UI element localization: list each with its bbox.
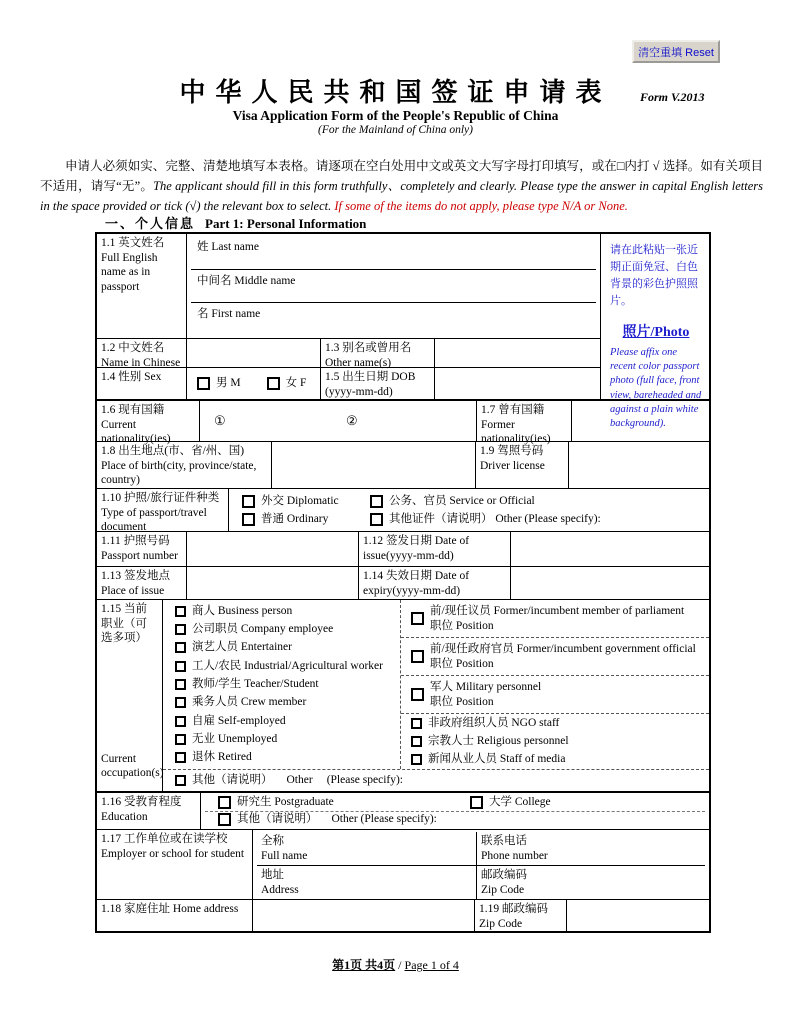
label-1-10-en: Type of passport/travel document: [101, 506, 207, 534]
sex-female-option: [267, 376, 307, 391]
other-occupation-en: Other: [286, 774, 313, 787]
retired-zh: 退休: [192, 751, 215, 764]
field-number: 1.10: [101, 492, 122, 504]
instructions-red-note: If some of the items do not apply, please type N/A or None.: [334, 199, 628, 213]
entertainer-checkbox[interactable]: [175, 642, 186, 653]
teacher-student-zh: 教师/学生: [192, 678, 242, 691]
dob-field[interactable]: [435, 368, 600, 399]
field-number: 1.11: [101, 535, 121, 547]
staff-of-media-en: Staff of media: [499, 753, 566, 766]
occupation-option: [163, 602, 400, 620]
business-person-en: Business person: [217, 604, 293, 617]
sex-options: [187, 368, 321, 399]
field-number: 1.8: [101, 445, 116, 457]
position-en: Position: [455, 695, 494, 708]
occupation-right-list: [401, 600, 709, 769]
label-1-2-zh: 中文姓名: [118, 342, 165, 354]
employer-cells: [253, 830, 709, 899]
name-fields: [187, 234, 600, 338]
field-number: 1.6: [101, 404, 116, 416]
field-number: 1.2: [101, 342, 116, 354]
label-1-17-en: Employer or school for student: [101, 847, 245, 860]
military-position-field[interactable]: [494, 695, 709, 709]
staff-of-media-checkbox[interactable]: [411, 754, 422, 765]
employer-name-zh: 全称: [261, 835, 284, 847]
section1-title-zh: 一、个人信息: [105, 216, 196, 231]
parliament-section: [401, 600, 709, 638]
home-address-field[interactable]: [253, 900, 475, 931]
label-1-18-en: Home address: [172, 903, 239, 915]
religious-personnel-zh: 宗教人士: [428, 735, 474, 748]
label-1-17-zh: 工作单位或在读学校: [124, 833, 228, 845]
field-number: 1.13: [101, 570, 122, 582]
instructions: [40, 156, 763, 216]
military-zh: 军人: [430, 680, 453, 693]
diplomatic-zh: 外交: [261, 494, 284, 507]
current-nationality-field[interactable]: [200, 401, 477, 441]
staff-of-media-zh: 新闻从业人员: [428, 753, 497, 766]
unemployed-zh: 无业: [192, 733, 215, 746]
edu-other-zh: 其他（请说明）: [237, 812, 318, 825]
page-number-en: Page 1 of 4: [404, 958, 459, 972]
personal-information-table: [95, 232, 711, 933]
other-occupation-en2: (Please specify):: [326, 774, 404, 787]
passport-other-specify-field[interactable]: [601, 512, 709, 526]
education-line-2: [205, 812, 705, 828]
label-1-16: [97, 793, 201, 829]
edu-other-checkbox[interactable]: [218, 813, 231, 826]
row-1-16: [97, 791, 709, 829]
female-label-en: F: [299, 377, 307, 390]
ordinary-zh: 普通: [261, 512, 284, 525]
employer-name-en: Full name: [261, 849, 308, 862]
label-1-12-zh: 签发日期: [386, 535, 432, 547]
occupation-option: [163, 639, 400, 657]
passport-number-field[interactable]: [187, 532, 359, 566]
other-occupation-specify-field[interactable]: [403, 774, 709, 788]
passport-service-checkbox[interactable]: [370, 495, 383, 508]
military-section: [401, 676, 709, 714]
service-en: Service or Official: [449, 494, 535, 507]
label-1-13-en: Place of issue: [101, 584, 165, 597]
company-employee-zh: 公司职员: [192, 623, 238, 636]
label-1-4-zh: 性别: [118, 371, 142, 383]
employer-phone-en: Phone number: [481, 849, 548, 862]
college-zh: 大学: [489, 796, 512, 809]
label-1-10: [97, 489, 229, 534]
gov-official-position-field[interactable]: [494, 657, 709, 671]
company-employee-checkbox[interactable]: [175, 624, 186, 635]
government-official-section: [401, 638, 709, 676]
field-number: 1.15: [101, 603, 122, 615]
label-1-1: [97, 234, 187, 338]
name-chinese-field[interactable]: [187, 339, 321, 367]
position-en: Position: [455, 619, 494, 632]
employer-row-2: [257, 865, 705, 899]
label-1-1-zh: 英文姓名: [118, 237, 165, 249]
label-1-18: [97, 900, 253, 931]
row-1-15: [97, 599, 709, 791]
passport-service-option: [370, 494, 709, 509]
other-names-field[interactable]: [435, 339, 600, 367]
page-footer: [0, 956, 791, 973]
label-1-8-en: Place of birth(city, province/state, country): [101, 459, 257, 487]
employer-address-field[interactable]: [257, 866, 477, 899]
row-1-8-1-9: [97, 441, 709, 488]
industrial-agricultural-checkbox[interactable]: [175, 661, 186, 672]
section1-heading: [105, 213, 366, 232]
label-1-2-en: Name in Chinese: [101, 356, 181, 369]
label-1-11: [97, 532, 187, 566]
label-1-19-zh: 邮政编码: [502, 903, 548, 915]
label-1-8-zh: 出生地点(市、省/州、国): [118, 445, 245, 457]
education-options: [201, 793, 709, 829]
parliament-en: Former/incumbent member of parliament: [493, 604, 685, 617]
middle-name-label-en: Middle name: [234, 274, 296, 287]
label-1-6-en: Current nationality(ies): [101, 418, 171, 446]
ordinary-en: Ordinary: [286, 512, 329, 525]
instructions-zh: 申请人必须如实、完整、清楚地填写本表格。请逐项在空白处用中文或英文大写字母打印填写，或在□内打 √ 选择。如有关项目不适用，请写“无”。: [40, 159, 763, 193]
passport-ordinary-option: [242, 512, 370, 527]
entertainer-zh: 演艺人员: [192, 641, 238, 654]
occupation-left-list: [163, 600, 401, 769]
field-number: 1.4: [101, 371, 116, 383]
occupation-option: [401, 732, 709, 750]
field-number: 1.19: [479, 903, 500, 915]
label-1-7: [477, 401, 572, 446]
birth-place-field[interactable]: [272, 442, 476, 488]
ngo-staff-en: NGO staff: [511, 716, 560, 729]
employer-zip-zh: 邮政编码: [481, 869, 527, 882]
occupation-other-row: [163, 769, 709, 791]
ngo-staff-checkbox[interactable]: [411, 718, 422, 729]
field-number: 1.18: [101, 903, 122, 915]
last-name-field[interactable]: [191, 236, 596, 269]
label-1-19-en: Zip Code: [479, 917, 523, 930]
form-subtitle-en: Visa Application Form of the People's Republic of China: [232, 108, 559, 123]
passport-type-line-2: [229, 512, 709, 527]
passport-type-line-1: [229, 494, 709, 509]
former-nationality-field[interactable]: [572, 401, 709, 441]
occupation-option: [163, 694, 400, 712]
crew-member-en: Crew member: [240, 696, 307, 709]
issue-date-field[interactable]: [511, 532, 709, 566]
employer-zip-field[interactable]: [477, 866, 705, 899]
first-name-field[interactable]: [191, 302, 596, 336]
retired-en: Retired: [217, 751, 252, 764]
label-1-3-zh: 别名或曾用名: [342, 342, 412, 354]
passport-type-options: [229, 489, 709, 531]
label-1-10-zh: 护照/旅行证件种类: [124, 492, 220, 504]
passport-other-option: [370, 512, 709, 527]
business-person-checkbox[interactable]: [175, 606, 186, 617]
military-personnel-checkbox[interactable]: [411, 688, 424, 701]
edu-postgraduate-checkbox[interactable]: [218, 796, 231, 809]
label-1-14: [359, 567, 511, 599]
label-1-18-zh: 家庭住址: [124, 903, 170, 915]
last-name-label-en: Last name: [211, 241, 259, 253]
label-1-6-zh: 现有国籍: [118, 404, 165, 416]
label-1-14-en: Date of expiry(yyyy-mm-dd): [363, 570, 470, 597]
field-number: 1.7: [481, 404, 496, 416]
postgraduate-zh: 研究生: [237, 796, 272, 809]
label-1-17: [97, 830, 253, 899]
form-version: Form V.2013: [640, 90, 705, 104]
label-1-6: [97, 401, 200, 446]
field-number: 1.17: [101, 833, 122, 845]
industrial-agricultural-zh: 工人/农民: [192, 659, 242, 672]
label-1-7-zh: 曾有国籍: [498, 404, 545, 416]
nationality-mark-1: ①: [214, 413, 226, 428]
self-employed-en: Self-employed: [217, 714, 286, 727]
occupation-option: [163, 712, 400, 730]
label-1-14-zh: 失效日期: [386, 570, 432, 582]
label-1-8: [97, 442, 272, 488]
gov-official-en: Former/incumbent government official: [516, 642, 696, 655]
row-1-6-1-7: [97, 399, 709, 446]
field-number: 1.9: [480, 445, 495, 457]
postgraduate-option: [218, 795, 470, 810]
passport-other-checkbox[interactable]: [370, 513, 383, 526]
position-zh: 职位: [430, 695, 453, 708]
edu-college-checkbox[interactable]: [470, 796, 483, 809]
photo-area: [601, 234, 709, 429]
label-1-7-en: Former nationality(ies): [481, 418, 551, 446]
religious-personnel-checkbox[interactable]: [411, 736, 422, 747]
middle-name-field[interactable]: [191, 269, 596, 303]
occupation-option: [163, 730, 400, 748]
crew-member-checkbox[interactable]: [175, 697, 186, 708]
employer-zip-en: Zip Code: [481, 884, 525, 897]
teacher-student-en: Teacher/Student: [244, 678, 319, 691]
occupation-option: [401, 751, 709, 769]
middle-name-label-zh: 中间名: [197, 274, 232, 287]
entertainer-en: Entertainer: [240, 641, 292, 654]
first-name-label-en: First name: [211, 308, 261, 321]
driver-license-field[interactable]: [569, 442, 709, 488]
field-number: 1.14: [363, 570, 384, 582]
government-official-checkbox[interactable]: [411, 650, 424, 663]
label-1-11-en: Passport number: [101, 549, 178, 562]
label-1-1-en: Full English name as in passport: [101, 251, 158, 294]
home-zip-field[interactable]: [567, 900, 709, 931]
label-1-19: [475, 900, 567, 931]
college-option: [470, 795, 705, 810]
page-number-zh: 第1页 共4页: [332, 958, 396, 972]
sex-female-checkbox[interactable]: [267, 377, 280, 390]
field-number: 1.3: [325, 342, 340, 354]
occupation-options: [163, 600, 709, 791]
religious-personnel-en: Religious personnel: [476, 735, 569, 748]
photo-link[interactable]: 照片/Photo: [622, 325, 690, 341]
employer-phone-field[interactable]: [477, 832, 705, 865]
employer-address-zh: 地址: [261, 869, 284, 882]
education-line-1: [205, 795, 705, 812]
position-en: Position: [455, 657, 494, 670]
label-1-11-zh: 护照号码: [123, 535, 170, 547]
reset-button[interactable]: 清空重填 Reset: [632, 40, 720, 63]
sex-male-option: [197, 376, 241, 391]
instructions-en: The applicant should fill in this form truthfully、completely and clearly. Please type the answer in capital English letters in the space provided or tick (√) the relevant box to select.: [40, 179, 763, 213]
self-employed-zh: 自雇: [192, 714, 215, 727]
service-zh: 公务、官员: [389, 494, 447, 507]
ngo-staff-zh: 非政府组织人员: [428, 716, 509, 729]
parliament-zh: 前/现任议员: [430, 604, 491, 617]
field-number: 1.5: [325, 371, 340, 383]
employer-name-field[interactable]: [257, 832, 477, 865]
male-label-zh: 男: [216, 377, 228, 390]
parliament-position-field[interactable]: [494, 619, 709, 633]
last-name-label-zh: 姓: [197, 241, 209, 253]
photo-note-en: Please affix one recent color passport photo (full face, front view, bareheaded and against a plain white background).: [610, 347, 702, 429]
postgraduate-en: Postgraduate: [274, 796, 334, 809]
label-1-2: [97, 339, 187, 367]
form-title: 中华人民共和国签证申请表: [179, 78, 612, 107]
label-1-13-zh: 签发地点: [124, 570, 170, 582]
other-occupation-checkbox[interactable]: [175, 775, 186, 786]
military-en: Military personnel: [455, 680, 542, 693]
employer-address-en: Address: [261, 884, 299, 897]
label-1-9: [476, 442, 569, 488]
label-1-3-en: Other name(s): [325, 356, 392, 369]
label-1-9-zh: 驾照号码: [497, 445, 544, 457]
self-employed-checkbox[interactable]: [175, 716, 186, 727]
passport-diplomatic-option: [242, 494, 370, 509]
crew-member-zh: 乘务人员: [192, 696, 238, 709]
label-1-15-zh: 当前职业（可选多项）: [101, 603, 147, 645]
field-number: 1.12: [363, 535, 384, 547]
position-zh: 职位: [430, 657, 453, 670]
occupation-columns: [163, 600, 709, 769]
teacher-student-checkbox[interactable]: [175, 679, 186, 690]
occupation-option: [401, 714, 709, 732]
retired-checkbox[interactable]: [175, 752, 186, 763]
male-label-en: M: [230, 377, 241, 390]
label-1-15-en: Current occupation(s): [101, 752, 164, 780]
field-number: 1.16: [101, 796, 122, 808]
photo-note-zh: 请在此粘贴一张近期正面免冠、白色背景的彩色护照照片。: [610, 244, 698, 308]
label-1-12: [359, 532, 511, 566]
row-1-18-1-19: [97, 899, 709, 931]
occupation-option: [163, 657, 400, 675]
passport-other-en: Other (Please specify):: [495, 512, 601, 525]
row-1-11-1-12: [97, 531, 709, 566]
label-1-16-zh: 受教育程度: [124, 796, 182, 808]
sex-male-checkbox[interactable]: [197, 377, 210, 390]
label-1-12-en: Date of issue(yyyy-mm-dd): [363, 535, 470, 562]
label-1-3: [321, 339, 435, 367]
label-1-16-en: Education: [101, 810, 148, 823]
field-number: 1.1: [101, 237, 116, 249]
passport-ordinary-checkbox[interactable]: [242, 513, 255, 526]
label-1-4: [97, 368, 187, 399]
business-person-zh: 商人: [192, 604, 215, 617]
nationality-mark-2: ②: [346, 413, 358, 428]
row-1-13-1-14: [97, 566, 709, 599]
first-name-label-zh: 名: [197, 308, 209, 321]
member-of-parliament-checkbox[interactable]: [411, 612, 424, 625]
row-1-17: [97, 829, 709, 899]
occupation-option: [163, 620, 400, 638]
label-1-15: [97, 600, 163, 791]
college-en: College: [514, 796, 551, 809]
passport-diplomatic-checkbox[interactable]: [242, 495, 255, 508]
edu-other-specify-field[interactable]: [437, 812, 705, 826]
label-1-5-zh: 出生日期: [342, 371, 389, 383]
label-1-5: [321, 368, 435, 399]
edu-other-en: Other (Please specify):: [331, 812, 437, 825]
employer-phone-zh: 联系电话: [481, 835, 527, 847]
employer-row-1: [257, 832, 705, 865]
occupation-option: [163, 749, 400, 767]
diplomatic-en: Diplomatic: [286, 494, 339, 507]
other-occupation-zh: 其他（请说明）: [192, 774, 273, 787]
passport-other-zh: 其他证件（请说明）: [389, 512, 493, 525]
row-1-4-1-5: [97, 367, 600, 399]
rowA-left: [97, 234, 601, 399]
company-employee-en: Company employee: [240, 623, 334, 636]
row-1-1: [97, 234, 600, 338]
occupation-option: [163, 675, 400, 693]
issue-place-field[interactable]: [187, 567, 359, 599]
section1-title-en: Part 1: Personal Information: [205, 216, 367, 231]
label-1-4-en: Sex: [144, 371, 162, 383]
expiry-date-field[interactable]: [511, 567, 709, 599]
gov-official-zh: 前/现任政府官员: [430, 642, 514, 655]
position-zh: 职位: [430, 619, 453, 632]
row-1-10: [97, 488, 709, 534]
female-label-zh: 女: [285, 377, 298, 390]
label-1-5-en: DOB: [391, 371, 416, 383]
label-1-5-format: (yyyy-mm-dd): [325, 385, 393, 398]
label-1-9-en: Driver license: [480, 459, 545, 472]
label-1-13: [97, 567, 187, 599]
unemployed-en: Unemployed: [217, 733, 278, 746]
unemployed-checkbox[interactable]: [175, 734, 186, 745]
row-1-2-1-3: [97, 338, 600, 367]
industrial-agricultural-en: Industrial/Agricultural worker: [244, 659, 383, 672]
form-subtitle-note: (For the Mainland of China only): [318, 124, 473, 136]
page-number-separator: /: [395, 958, 405, 972]
